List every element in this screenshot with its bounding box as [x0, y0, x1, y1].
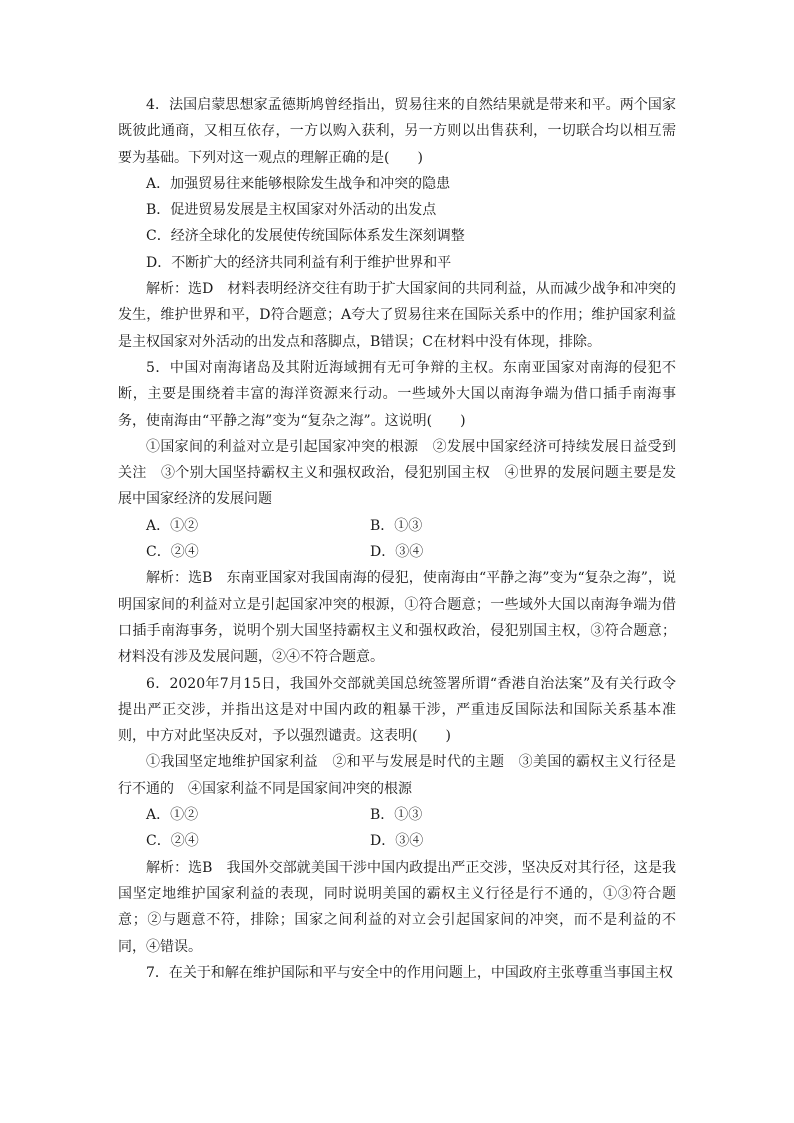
question-7-stem: 7．在关于和解在维护国际和平与安全中的作用问题上，中国政府主张尊重当事国主权: [146, 964, 673, 981]
question-6-options-row-1: [118, 802, 676, 828]
question-5: [118, 355, 676, 671]
page-content: [118, 92, 676, 986]
question-6: [118, 671, 676, 960]
question-4-option-c: C．经济全球化的发展使传统国际体系发生深刻调整: [146, 228, 465, 245]
question-6-option-d: D．③④: [370, 833, 424, 850]
question-6-options-row-2: [118, 828, 676, 854]
question-6-stem: 6．2020年7月15日，我国外交部就美国总统签署所谓“香港自治法案”及有关行政令提出严正交涉，并指出这是对中国内政的粗暴干涉，严重违反国际法和国际关系基本准则，中方对此坚决反对，予以强烈谴责。这表明( ): [118, 675, 676, 745]
question-4-stem: 4．法国启蒙思想家孟德斯鸠曾经指出，贸易往来的自然结果就是带来和平。两个国家既彼此通商，又相互依存，一方以购入获利，另一方则以出售获利，一切联合均以相互需要为基础。下列对这一观点的理解正确的是( ): [118, 97, 676, 166]
question-6-statements: ①我国坚定地维护国家利益 ②和平与发展是时代的主题 ③美国的霸权主义行径是行不通的 ④国家利益不同是国家间冲突的根源: [118, 754, 676, 797]
question-5-option-a: A．①②: [146, 517, 199, 534]
question-4-analysis: 解析：选D 材料表明经济交往有助于扩大国家间的共同利益，从而减少战争和冲突的发生，维护世界和平，D符合题意；A夸大了贸易往来在国际关系中的作用；维护国家利益是主权国家对外活动的出发点和落脚点，B错误；C在材料中没有体现，排除。: [118, 281, 676, 350]
question-5-stem: 5．中国对南海诸岛及其附近海域拥有无可争辩的主权。东南亚国家对南海的侵犯不断，主要是围绕着丰富的海洋资源来行动。一些域外大国以南海争端为借口插手南海事务，使南海由“平静之海”变为“复杂之海”。这说明( ): [118, 359, 676, 429]
question-6-option-b: B．①③: [370, 807, 423, 824]
question-7: [118, 960, 676, 986]
question-5-options-row-1: [118, 513, 676, 539]
question-4-option-b: B．促进贸易发展是主权国家对外活动的出发点: [146, 202, 437, 219]
question-4-option-d: D．不断扩大的经济共同利益有利于维护世界和平: [146, 254, 452, 271]
question-5-analysis: 解析：选B 东南亚国家对我国南海的侵犯，使南海由“平静之海”变为“复杂之海”，说明国家间的利益对立是引起国家冲突的根源，①符合题意；一些域外大国以南海争端为借口插手南海事务，说明个别大国坚持霸权主义和强权政治，侵犯别国主权，③符合题意；材料没有涉及发展问题，②④不符合题意。: [118, 570, 676, 666]
question-5-statements: ①国家间的利益对立是引起国家冲突的根源 ②发展中国家经济可持续发展日益受到关注 ③个别大国坚持霸权主义和强权政治，侵犯别国主权 ④世界的发展问题主要是发展中国家经济的发展问题: [118, 438, 676, 508]
question-5-options-row-2: [118, 539, 676, 565]
question-6-analysis: 解析：选B 我国外交部就美国干涉中国内政提出严正交涉，坚决反对其行径，这是我国坚定地维护国家利益的表现，同时说明美国的霸权主义行径是行不通的，①③符合题意；②与题意不符，排除；国家之间利益的对立会引起国家间的冲突，而不是利益的不同，④错误。: [118, 859, 676, 955]
question-5-option-b: B．①③: [370, 517, 423, 534]
question-5-option-c: C．②④: [146, 544, 199, 561]
question-4: [118, 92, 676, 355]
question-6-option-a: A．①②: [146, 807, 199, 824]
question-4-option-a: A．加强贸易往来能够根除发生战争和冲突的隐患: [146, 175, 451, 192]
question-5-option-d: D．③④: [370, 544, 424, 561]
question-6-option-c: C．②④: [146, 833, 199, 850]
